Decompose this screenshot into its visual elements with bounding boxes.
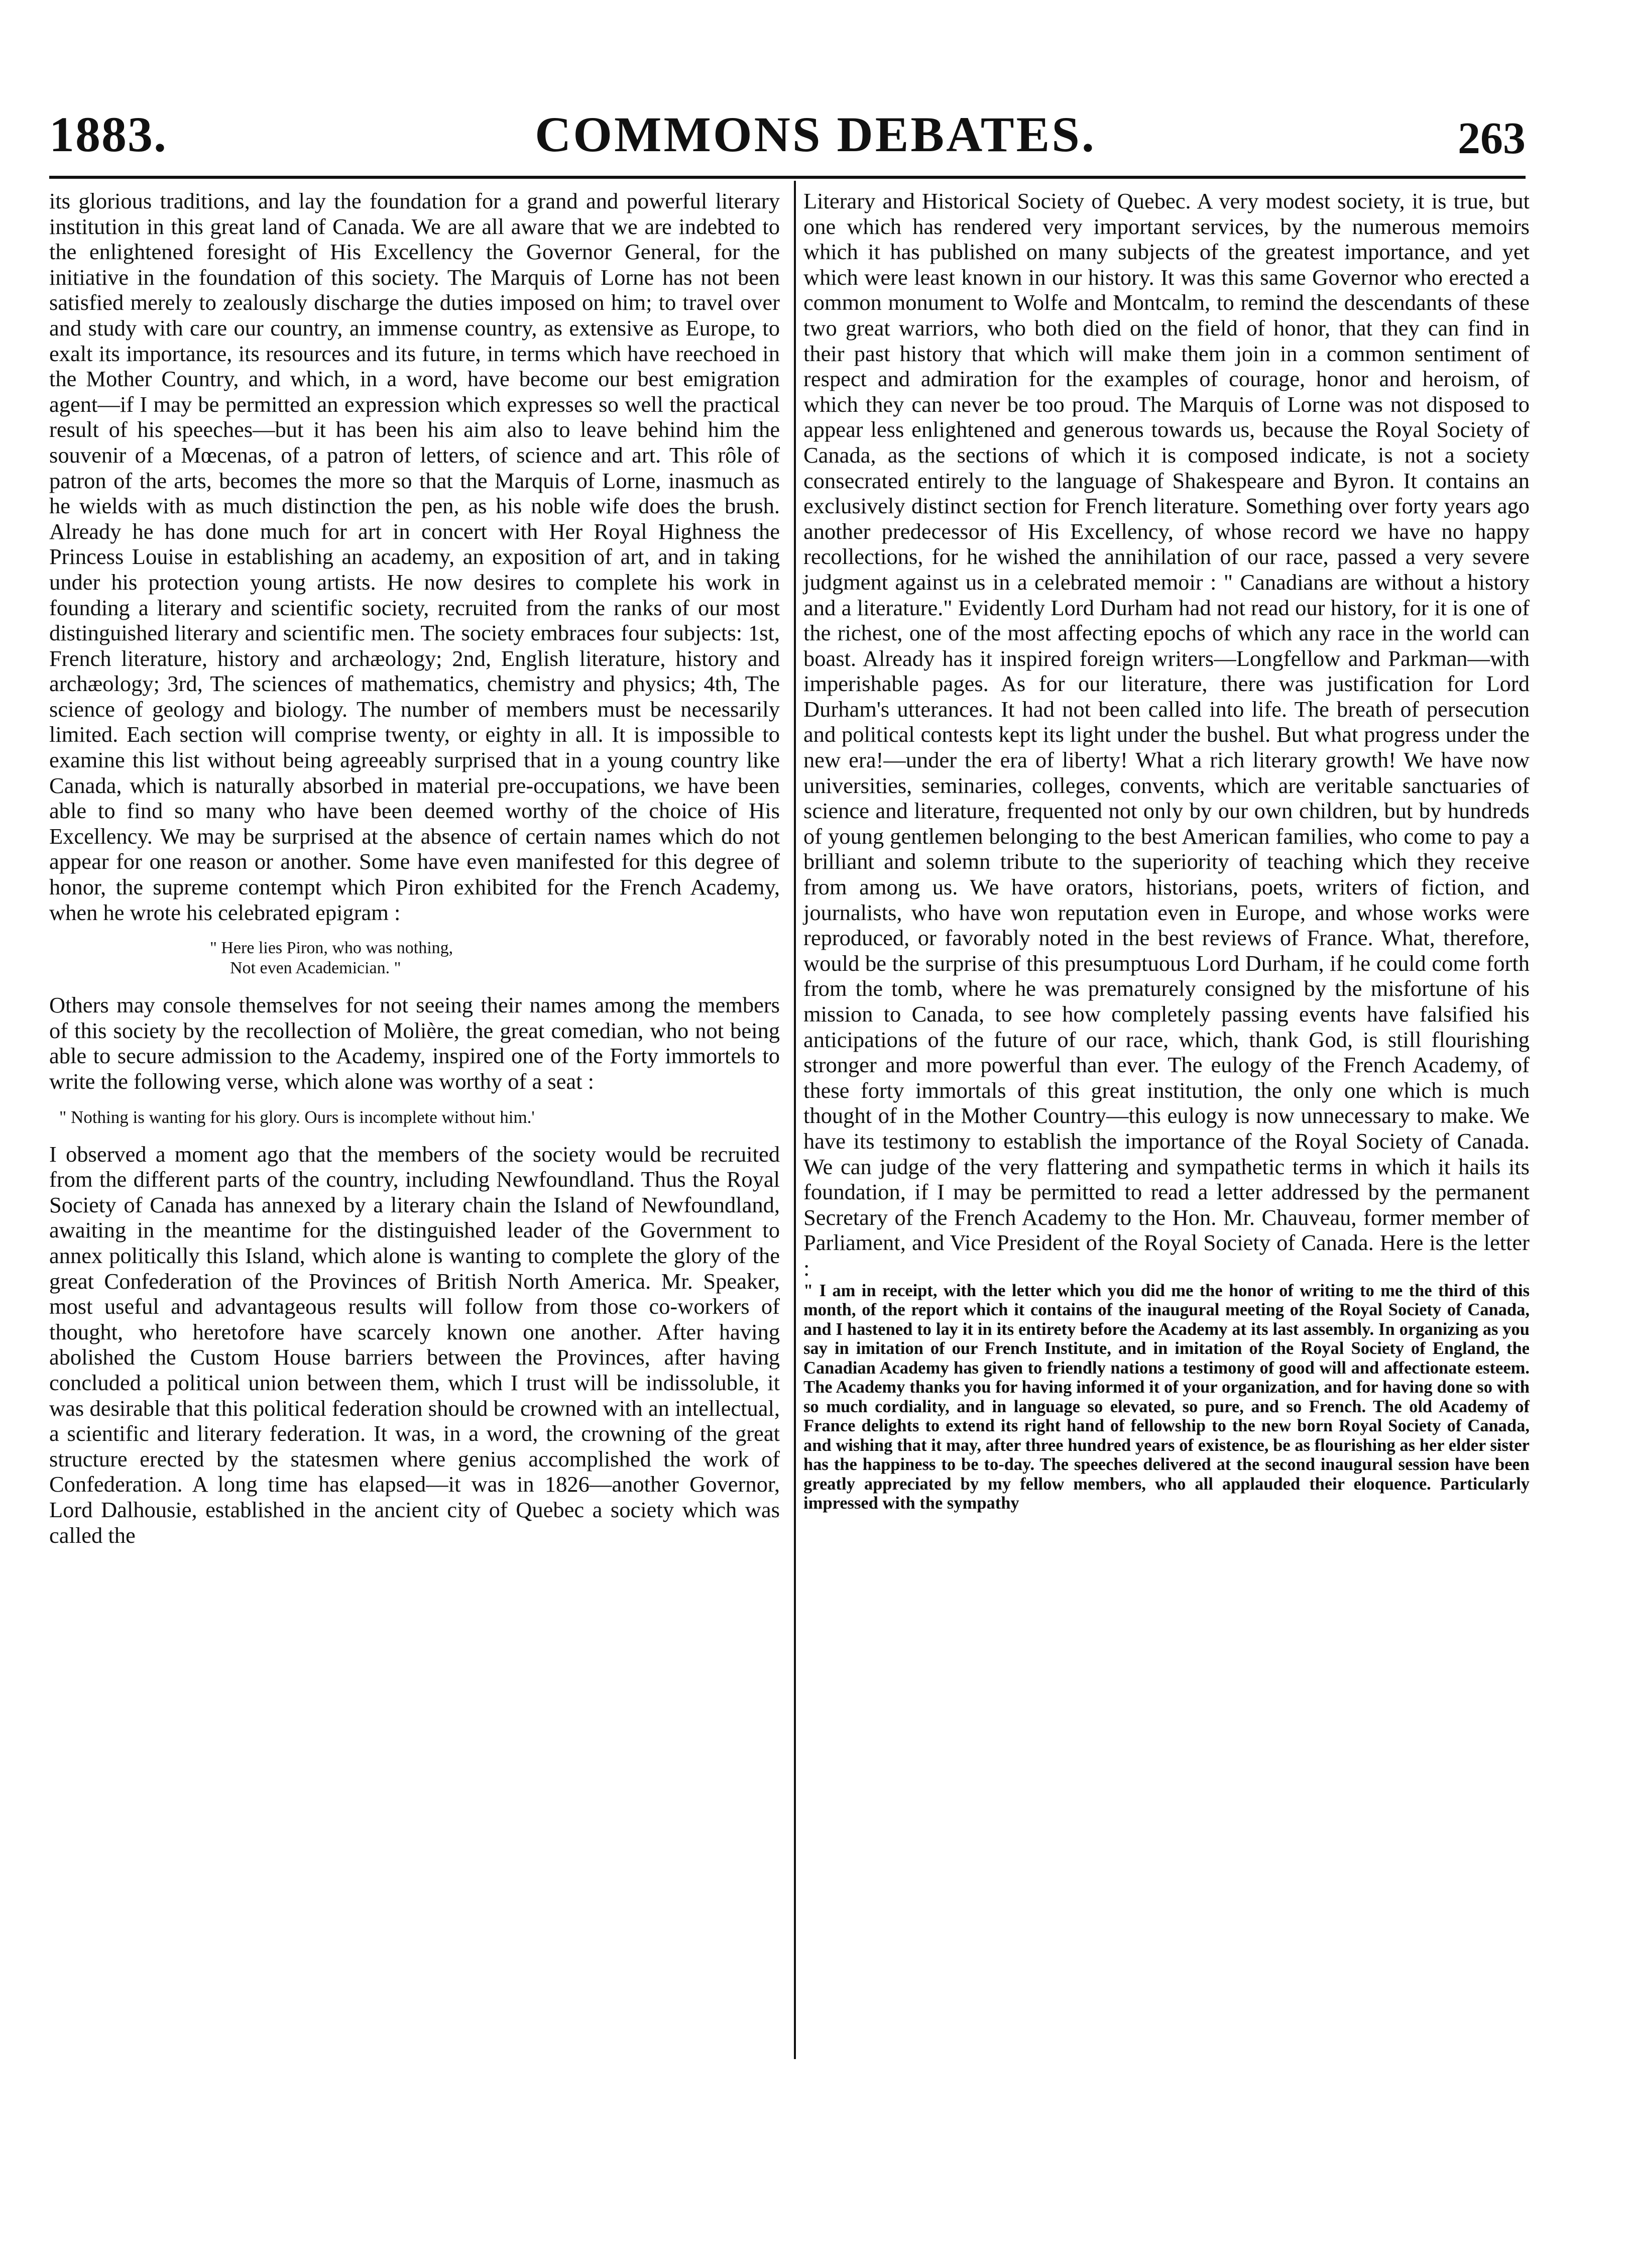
left-paragraph-1: its glorious traditions, and lay the foundation for a grand and powerful literary institution in this great land of Canada. We are all aware that we are indebted to the enlightened foresight of His Excellency the Governor General, for the initiative in the foundation of this society. The Marquis of Lorne has not been satisfied merely to zealously discharge the duties imposed on him; to travel over and study with care our country, an immense country, as extensive as Europe, to exalt its importance, its resources and its future, in terms which have reechoed in the Mother Country, and which, in a word, have become our best emigration agent—if I may be permitted an expression which expresses so well the practical result of his speeches—but it has been his aim also to leave behind him the souvenir of a Mœcenas, of a patron of letters, of science and art. This rôle of patron of the arts, becomes the more so that the Marquis of Lorne, inasmuch as he wields with as much distinction the pen, as his noble wife does the brush. Already he has done much for art in concert with Her Royal Highness the Princess Louise in establishing an academy, an exposition of art, and in taking under his protection young artists. He now desires to complete his work in founding a literary and scientific society, recruited from the ranks of our most distinguished literary and scientific men. The society embraces four subjects: 1st, French literature, history and archæology; 2nd, English literature, history and archæology; 3rd, The sciences of mathematics, chemistry and physics; 4th, The science of geology and biology. The number of members must be necessarily limited. Each section will comprise twenty, or eighty in all. It is impossible to examine this list without being agreeably surprised that in a young country like Canada, which is naturally absorbed in material pre-occupations, we have been able to find so many who have been deemed worthy of the choice of His Excellency. We may be surprised at the absence of certain names which do not appear for one reason or another. Some have even manifested for this degree of honor, the supreme contempt which Piron exhibited for the French Academy, when he wrote his celebrated epigram : xyxy=(49,188,780,925)
header-rule xyxy=(49,176,1526,179)
right-column xyxy=(803,188,1530,1513)
column-divider xyxy=(794,181,796,2059)
running-title: COMMONS DEBATES. xyxy=(535,106,1096,162)
moliere-verse: " Nothing is wanting for his glory. Ours is incomplete without him.' xyxy=(59,1107,535,1127)
epigram-line-2: Not even Academician. " xyxy=(230,959,401,978)
right-paragraph-1: Literary and Historical Society of Quebec. A very modest society, it is true, but one which has rendered very important services, by the numerous memoirs which it has published on many subjects of the greatest importance, and yet which were least known in our history. It was this same Governor who erected a common monument to Wolfe and Montcalm, to remind the descendants of these two great warriors, who both died on the field of honor, that they can find in their past history that which will make them join in a common sentiment of respect and admiration for the examples of courage, honor and heroism, of which they can never be too proud. The Marquis of Lorne was not disposed to appear less enlightened and generous towards us, because the Royal Society of Canada, as the sections of which it is composed indicate, is not a society consecrated entirely to the language of Shakespeare and Byron. It contains an exclusively distinct section for French literature. Something over forty years ago another predecessor of His Excellency, of whose record we have no happy recollections, for he wished the annihilation of our race, passed a very severe judgment against us in a celebrated memoir : " Canadians are without a history and a literature." Evidently Lord Durham had not read our history, for it is one of the richest, one of the most affecting epochs of which any race in the world can boast. Already has it inspired foreign writers—Longfellow and Parkman—with imperishable pages. As for our literature, there was justification for Lord Durham's utterances. It had not been called into life. The breath of persecution and political contests kept its light under the bushel. But what progress under the new era!—under the era of liberty! What a rich literary growth! We have now universities, seminaries, colleges, convents, which are veritable sanctuaries of science and literature, frequented not only by our own children, but by hundreds of young gentlemen belonging to the best American families, who come to pay a brilliant and solemn tribute to the superiority of teaching which they receive from among us. We have orators, historians, poets, writers of fiction, and journalists, who have won reputation even in Europe, and whose works were reproduced, or favorably noted in the best reviews of France. What, therefore, would be the surprise of this presumptuous Lord Durham, if he could come forth from the tomb, where he was prematurely consigned by the misfortune of his mission to Canada, to see how completely passing events have falsified his anticipations of the future of our race, which, thank God, is still flourishing stronger and more powerful than ever. The eulogy of the French Academy, of these forty immortals of this great institution, the only one which is much thought of in the Mother Country—this eulogy is now unnecessary to make. We have its testimony to establish the importance of the Royal Society of Canada. We can judge of the very flattering and sympathetic terms in which it hails its foundation, if I may be permitted to read a letter addressed by the permanent Secretary of the French Academy to the Hon. Mr. Chauveau, former member of Parliament, and Vice President of the Royal Society of Canada. Here is the letter : xyxy=(803,188,1530,1281)
left-column xyxy=(49,188,780,1548)
left-paragraph-2: Others may console themselves for not seeing their names among the members of this society by the recollection of Molière, the great comedian, who not being able to secure admission to the Academy, inspired one of the Forty immortels to write the following verse, which alone was worthy of a seat : xyxy=(49,992,780,1094)
academy-letter: " I am in receipt, with the letter which you did me the honor of writing to me the third of this month, of the report which it contains of the inaugural meeting of the Royal Society of Canada, and I hastened to lay it in its entirety before the Academy at its last assembly. In organizing as you say in imitation of our French Institute, and in imitation of the Royal Society of England, the Canadian Academy has given to friendly nations a testimony of good will and affectionate esteem. The Academy thanks you for having informed it of your organization, and for having done so with so much cordiality, and in language so elevated, so pure, and so French. The old Academy of France delights to extend its right hand of fellowship to the new born Royal Society of Canada, and wishing that it may, after three hundred years of existence, be as flourishing as her elder sister has the happiness to be to-day. The speeches delivered at the second inaugural session have been greatly appreciated by my fellow members, who all applauded their eloquence. Particularly impressed with the sympathy xyxy=(803,1281,1530,1513)
page-number: 263 xyxy=(1458,114,1526,163)
epigram-line-1: " Here lies Piron, who was nothing, xyxy=(210,939,453,958)
left-paragraph-3: I observed a moment ago that the members of the society would be recruited from the different parts of the country, including Newfoundland. Thus the Royal Society of Canada has annexed by a literary chain the Island of Newfoundland, awaiting in the meantime for the distinguished leader of the Government to annex politically this Island, which alone is wanting to complete the glory of the great Confederation of the Provinces of British North America. Mr. Speaker, most useful and advantageous results will follow from those co-workers of thought, who heretofore have scarcely known one another. After having abolished the Custom House barriers between the Provinces, after having concluded a political union between them, which I trust will be indissoluble, it was desirable that this political federation should be crowned with an intellectual, a scientific and literary federation. It was, in a word, the crowning of the great structure erected by the statesmen where genius accomplished the work of Confederation. A long time has elapsed—it was in 1826—another Governor, Lord Dalhousie, established in the ancient city of Quebec a society which was called the xyxy=(49,1141,780,1548)
piron-epigram xyxy=(49,938,780,978)
page-header xyxy=(0,105,1631,181)
header-year: 1883. xyxy=(49,106,167,162)
